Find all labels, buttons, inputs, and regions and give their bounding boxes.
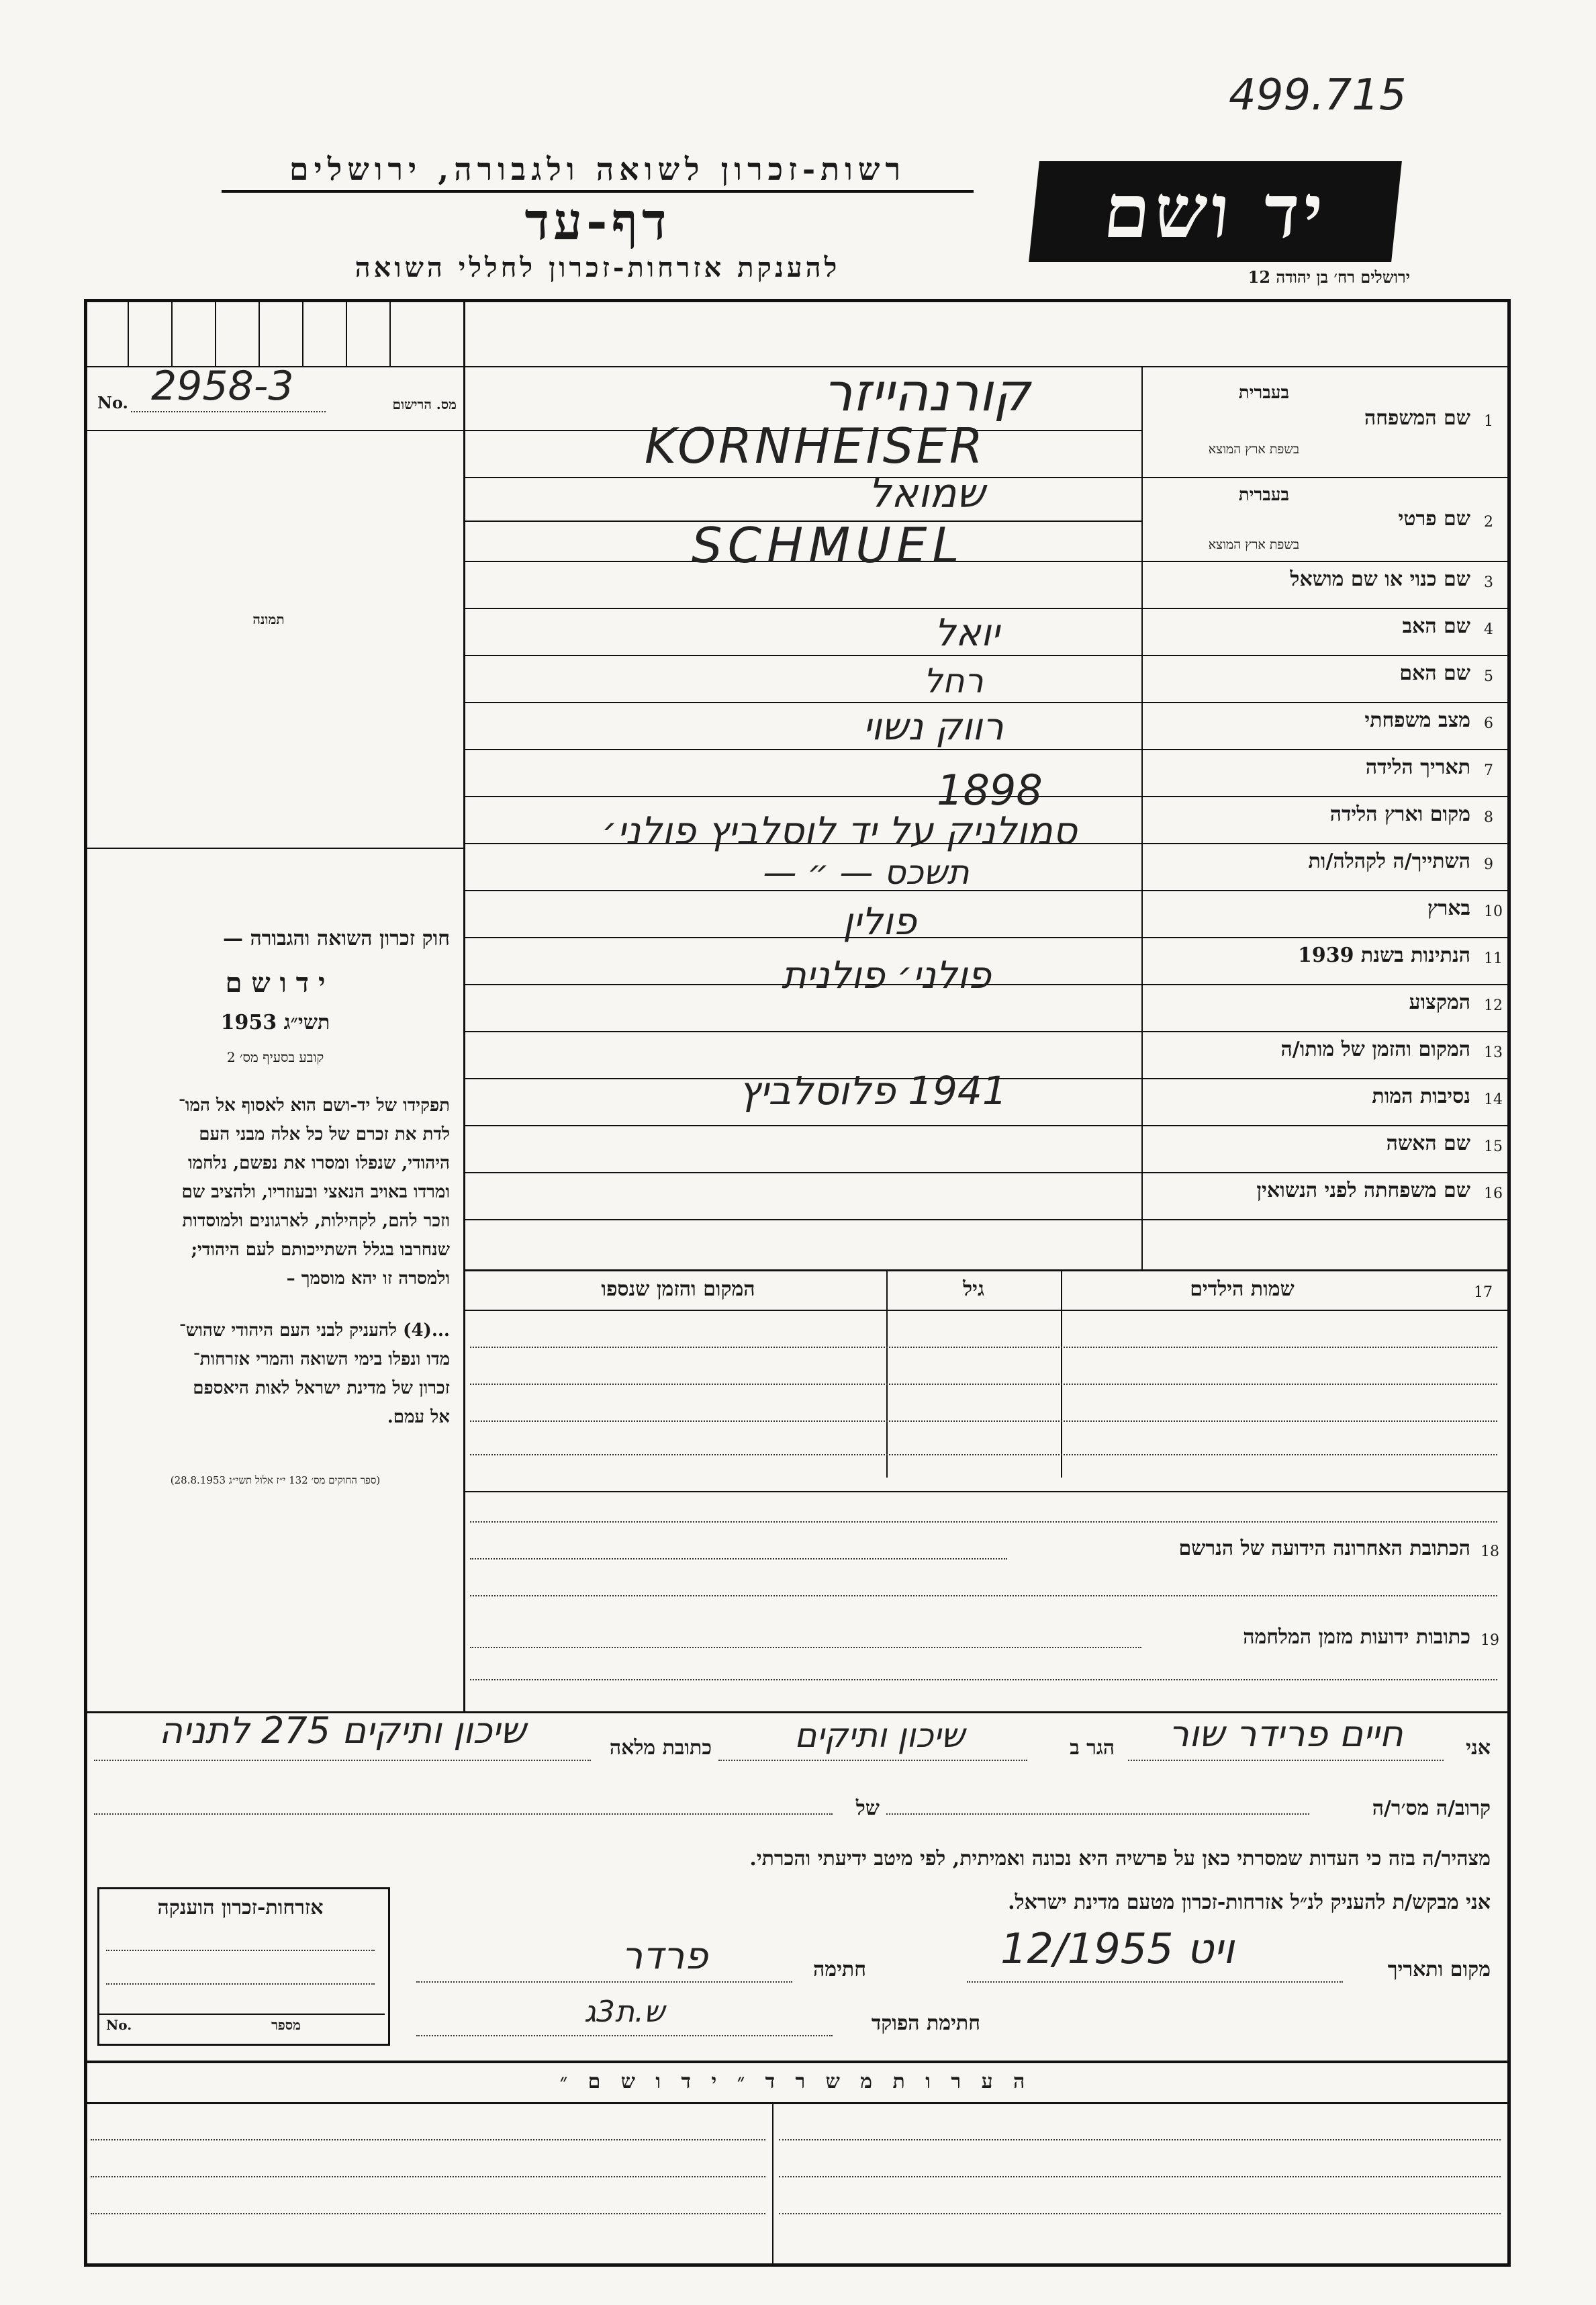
community-value[interactable]: תשכס — ״ — xyxy=(763,853,970,892)
stamp-no-label: No. xyxy=(106,2017,132,2033)
profession-label: המקצוע xyxy=(1409,991,1470,1014)
field-number: 14 xyxy=(1484,1091,1503,1108)
birth-date-label: תאריך הלידה xyxy=(1365,756,1470,779)
law-body xyxy=(101,1091,450,1294)
in-origin-language-label: בשפת ארץ המוצא xyxy=(1208,537,1299,552)
signature-label: חתימה xyxy=(813,1958,866,1981)
archive-number: 499.715 xyxy=(1229,71,1407,120)
law-clause: קובע בסעיף מס׳ 2 xyxy=(226,1049,324,1065)
war-addresses-label: כתובות ידועות מזמן המלחמה xyxy=(1243,1625,1470,1649)
page-title: דף-עד xyxy=(524,191,671,251)
citizenship-granted-box xyxy=(97,1887,390,2046)
in-hebrew-label: בעברית xyxy=(1238,485,1289,505)
birth-place-label: מקום וארץ הלידה xyxy=(1329,803,1470,826)
law-line: היהודי, שנפלו ומסרו את נפשם, נלחמו xyxy=(187,1153,450,1173)
law-title: חוק זכרון השואה והגבורה — xyxy=(223,927,450,950)
nationality-1939-label: הנתינות בשנת 1939 xyxy=(1297,944,1470,967)
nickname-label: שם כנוי או שם מושאל xyxy=(1290,568,1470,591)
field-number: 1 xyxy=(1484,413,1493,430)
signature-value[interactable]: פרדר xyxy=(621,1934,708,1978)
family-name-label: שם המשפחה xyxy=(1364,406,1470,430)
first-name-label: שם פרטי xyxy=(1398,507,1470,531)
stamp-number-label: מספר xyxy=(271,2017,301,2033)
declarant-label: אני xyxy=(1466,1736,1491,1760)
officer-signature-label: חתימת הפוקד xyxy=(871,2012,980,2035)
community-label: השתייך/ה לקהלה/ות xyxy=(1308,850,1470,873)
law-year: תשי״ג 1953 xyxy=(220,1011,330,1034)
field-number: 3 xyxy=(1484,574,1493,591)
relative-label: קרוב/ה מס׳ר/ה xyxy=(1372,1797,1491,1820)
law-line: ולמסרה זו יהא מוסמך – xyxy=(286,1269,450,1289)
place-date-value[interactable]: 12/ויט 1955 xyxy=(1000,1924,1235,1973)
children-age-header: גיל xyxy=(963,1277,984,1301)
field-number: 19 xyxy=(1481,1632,1499,1649)
field-number: 12 xyxy=(1484,997,1503,1014)
birth-place-value[interactable]: סמולניק על יד לוסלביץ פולני׳ xyxy=(602,809,1077,853)
law-line: ...(4) להעניק לבני העם היהודי שהוש־ xyxy=(179,1320,450,1341)
place-date-label: מקום ותאריך xyxy=(1387,1958,1491,1981)
officer-signature-value[interactable]: ש.ת3ג xyxy=(583,1995,665,2029)
office-notes-title: ה ע ר ו ת מ ש ר ד ״ י ד ו ש ם ״ xyxy=(559,2070,1032,2093)
field-number: 15 xyxy=(1484,1138,1503,1155)
in-hebrew-label: בעברית xyxy=(1238,383,1289,403)
photo-label: תמונה xyxy=(252,611,285,627)
death-place-time-value[interactable]: 1941 פלוסלביץ xyxy=(739,1068,1007,1114)
page-subtitle: להענקת אזרחות-זכרון לחללי השואה xyxy=(355,252,841,283)
law-line: וזכר להם, לקהילות, לארגונים ולמוסדות xyxy=(182,1211,450,1231)
address-line: ירושלים רח׳ בן יהודה 12 xyxy=(1248,267,1410,287)
father-name-label: שם האב xyxy=(1402,615,1470,638)
law-line: ומרדו באויב הנאצי ובעוזריו, ולהציב שם xyxy=(181,1182,450,1202)
field-number: 18 xyxy=(1481,1543,1499,1560)
registration-prefix: No. xyxy=(97,393,128,412)
country-label: בארץ xyxy=(1427,897,1470,920)
children-place-header: המקום והזמן שנספו xyxy=(601,1277,755,1301)
field-number: 2 xyxy=(1484,514,1493,531)
of-label: של xyxy=(855,1797,880,1820)
birth-date-value[interactable]: 1898 xyxy=(937,766,1043,815)
children-names-header: שמות הילדים xyxy=(1190,1277,1295,1301)
field-number: 10 xyxy=(1484,903,1503,920)
field-number: 16 xyxy=(1484,1185,1503,1202)
law-body-2 xyxy=(101,1316,450,1432)
field-number: 11 xyxy=(1484,950,1503,967)
death-place-time-label: המקום והזמן של מותו/ה xyxy=(1280,1038,1470,1061)
wife-maiden-name-label: שם משפחתה לפני הנשואין xyxy=(1256,1179,1470,1202)
residing-value[interactable]: שיכון ותיקים xyxy=(794,1716,965,1755)
mother-name-value[interactable]: רחל xyxy=(923,662,984,700)
mother-name-label: שם האם xyxy=(1399,662,1470,685)
nationality-1939-value[interactable]: פולני׳ פולנית xyxy=(782,954,991,997)
field-number: 7 xyxy=(1484,762,1493,779)
law-line: מדו ונפלו בימי השואה והמרי אזרחות־ xyxy=(193,1349,450,1369)
father-name-value[interactable]: יואל xyxy=(934,611,1000,655)
registration-number[interactable]: 2958-3 xyxy=(151,363,294,410)
declarant-name-value[interactable]: חיים פרידר שור xyxy=(1168,1713,1403,1755)
citizenship-granted-title: אזרחות-זכרון הוענקה xyxy=(157,1896,324,1919)
law-source: (ספר החוקים מס׳ 132 י״ז אלול תשי״ג 28.8.1953) xyxy=(170,1474,381,1486)
law-line: אל עמם. xyxy=(387,1407,450,1427)
in-origin-language-label: בשפת ארץ המוצא xyxy=(1208,442,1299,457)
full-address-label: כתובת מלאה xyxy=(609,1736,712,1760)
field-number: 5 xyxy=(1484,668,1493,685)
first-name-hebrew-value[interactable]: שמואל xyxy=(868,470,985,517)
declaration-request: אני מבקש/ת להעניק לנ״ל אזרחות-זכרון מטעם מדינת ישראל. xyxy=(1008,1891,1491,1914)
field-number: 8 xyxy=(1484,809,1493,826)
family-name-hebrew-value[interactable]: קורנהייזר xyxy=(823,363,1031,423)
country-value[interactable]: פולין xyxy=(843,900,917,944)
yad-vashem-logo: יד ושם xyxy=(1029,161,1402,262)
wife-name-label: שם האשה xyxy=(1386,1132,1470,1155)
law-line: זכרון של מדינת ישראל לאות היאספם xyxy=(193,1378,450,1398)
field-number: 6 xyxy=(1484,715,1493,732)
full-address-value[interactable]: שיכון ותיקים 275 לתניה xyxy=(158,1709,526,1752)
law-name: י ד ו ש ם xyxy=(225,967,326,999)
death-circumstances-label: נסיבות המות xyxy=(1372,1085,1470,1108)
residing-label: הגר ב xyxy=(1070,1736,1115,1760)
field-number: 4 xyxy=(1484,621,1493,638)
last-address-label: הכתובת האחרונה הידועה של הנרשם xyxy=(1178,1537,1470,1560)
field-number: 9 xyxy=(1484,856,1493,873)
field-number: 17 xyxy=(1474,1284,1493,1301)
declaration-statement: מצהיר/ה בזה כי העדות שמסרתי כאן על פרשיה היא נכונה ואמיתית, לפי מיטב ידיעתי והכרתי. xyxy=(749,1847,1491,1870)
marital-status-value[interactable]: רווק נשוי xyxy=(863,705,1004,749)
registration-label: מס. הרישום xyxy=(392,396,457,412)
authority-name: רשות-זכרון לשואה ולגבורה, ירושלים xyxy=(222,151,974,193)
first-name-latin-value[interactable]: SCHMUEL xyxy=(692,517,965,574)
law-line: תפקידו של יד-ושם הוא לאסוף אל המו־ xyxy=(178,1095,450,1116)
field-number: 13 xyxy=(1484,1044,1503,1061)
law-line: שנחרבו בגלל השתייכותם לעם היהודי; xyxy=(191,1240,450,1260)
family-name-latin-value[interactable]: KORNHEISER xyxy=(645,418,986,474)
law-line: לדת את זכרם של כל אלה מבני העם xyxy=(199,1124,450,1144)
marital-status-label: מצב משפחתי xyxy=(1364,709,1470,732)
